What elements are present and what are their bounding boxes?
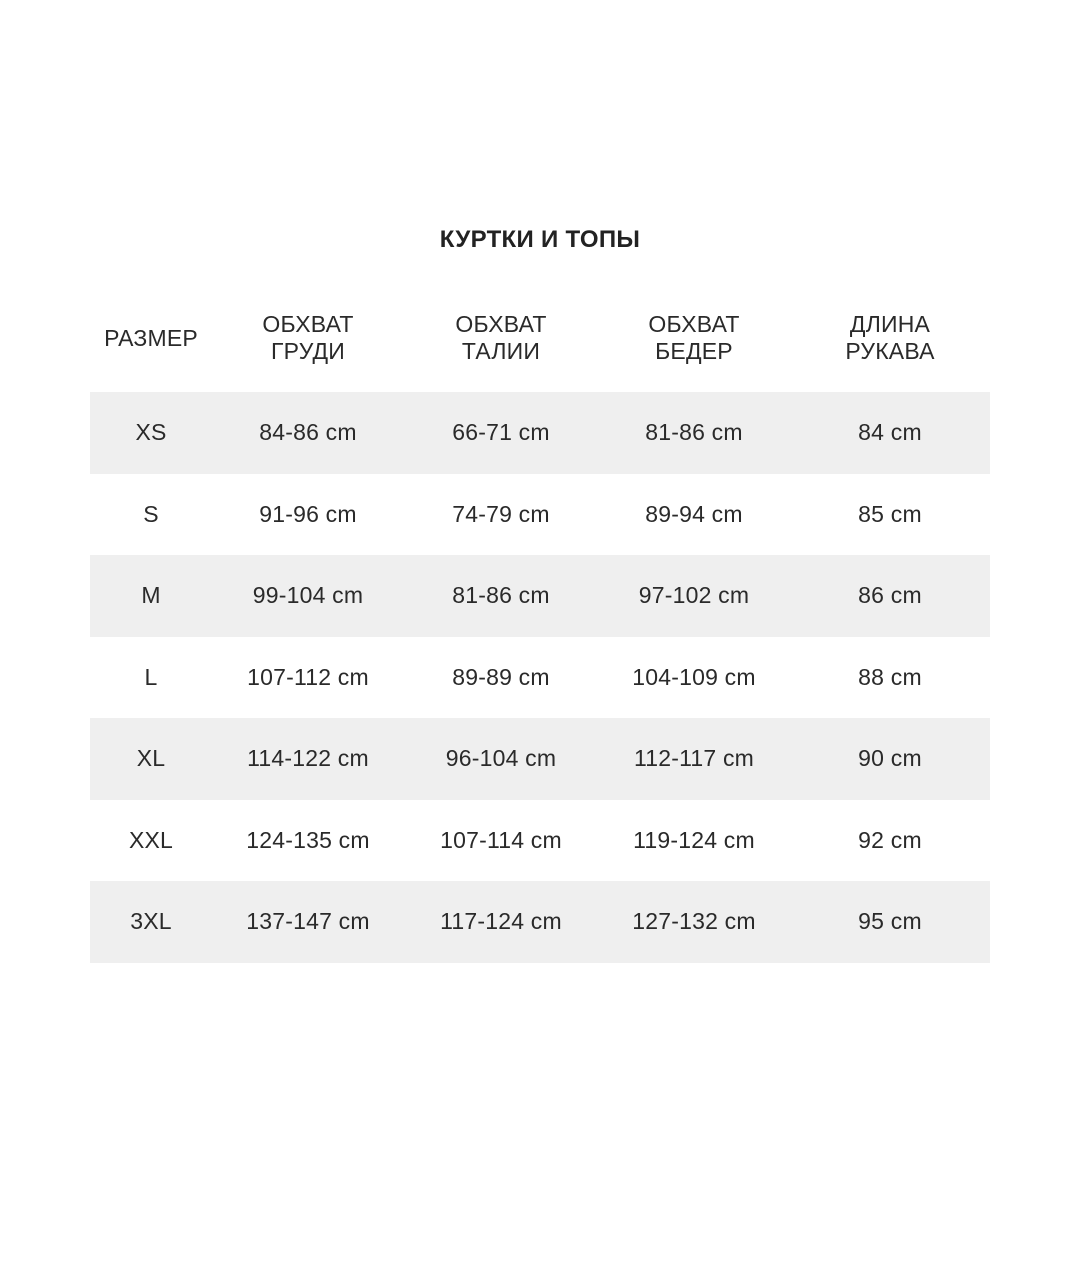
table-row <box>90 392 990 474</box>
waist-cell: 96-104 cm <box>445 745 557 772</box>
chest-cell: 137-147 cm <box>246 908 370 935</box>
hips-cell: 81-86 cm <box>645 419 743 446</box>
waist-cell: 89-89 cm <box>452 663 550 690</box>
hips-cell: 104-109 cm <box>632 663 756 690</box>
header-chest <box>212 310 404 366</box>
hips-cell: 89-94 cm <box>645 500 743 527</box>
header-sleeve-label: ДЛИНА РУКАВА <box>845 311 935 364</box>
chest-cell: 124-135 cm <box>246 826 370 853</box>
header-hips <box>598 310 790 366</box>
chest-cell: 114-122 cm <box>247 745 369 772</box>
chest-cell: 84-86 cm <box>259 419 357 446</box>
sleeve-cell: 90 cm <box>858 745 922 772</box>
size-cell: S <box>143 500 159 527</box>
header-waist <box>404 310 598 366</box>
table-row <box>90 474 990 556</box>
sleeve-cell: 95 cm <box>858 908 922 935</box>
header-size <box>90 310 212 366</box>
waist-cell: 66-71 cm <box>452 419 550 446</box>
size-cell: XL <box>136 745 166 772</box>
waist-cell: 74-79 cm <box>452 500 550 527</box>
size-cell: XXL <box>128 826 174 853</box>
header-hips-label: ОБХВАТ БЕДЕР <box>648 311 740 364</box>
sleeve-cell: 86 cm <box>858 582 922 609</box>
table-row <box>90 555 990 637</box>
sleeve-cell: 84 cm <box>858 419 922 446</box>
waist-cell: 81-86 cm <box>452 582 550 609</box>
header-waist-label: ОБХВАТ ТАЛИИ <box>455 311 547 364</box>
size-cell: L <box>144 663 158 690</box>
size-chart-table <box>90 300 990 963</box>
size-cell: M <box>141 582 161 609</box>
page-title: КУРТКИ И ТОПЫ <box>439 226 641 253</box>
chest-cell: 91-96 cm <box>259 500 357 527</box>
size-cell: 3XL <box>130 908 172 935</box>
sleeve-cell: 88 cm <box>858 663 922 690</box>
hips-cell: 127-132 cm <box>632 908 756 935</box>
hips-cell: 112-117 cm <box>633 745 755 772</box>
waist-cell: 107-114 cm <box>440 826 562 853</box>
table-header-row <box>90 300 990 392</box>
size-cell: XS <box>135 419 167 446</box>
table-row <box>90 800 990 882</box>
sleeve-cell: 85 cm <box>858 500 922 527</box>
header-sleeve <box>790 310 990 366</box>
table-row <box>90 637 990 719</box>
table-row <box>90 718 990 800</box>
sleeve-cell: 92 cm <box>858 826 922 853</box>
header-chest-label: ОБХВАТ ГРУДИ <box>262 311 354 364</box>
hips-cell: 119-124 cm <box>633 826 755 853</box>
table-row <box>90 881 990 963</box>
chest-cell: 99-104 cm <box>252 582 364 609</box>
waist-cell: 117-124 cm <box>440 908 562 935</box>
chest-cell: 107-112 cm <box>247 663 369 690</box>
header-size-label: РАЗМЕР <box>104 324 198 351</box>
hips-cell: 97-102 cm <box>638 582 750 609</box>
